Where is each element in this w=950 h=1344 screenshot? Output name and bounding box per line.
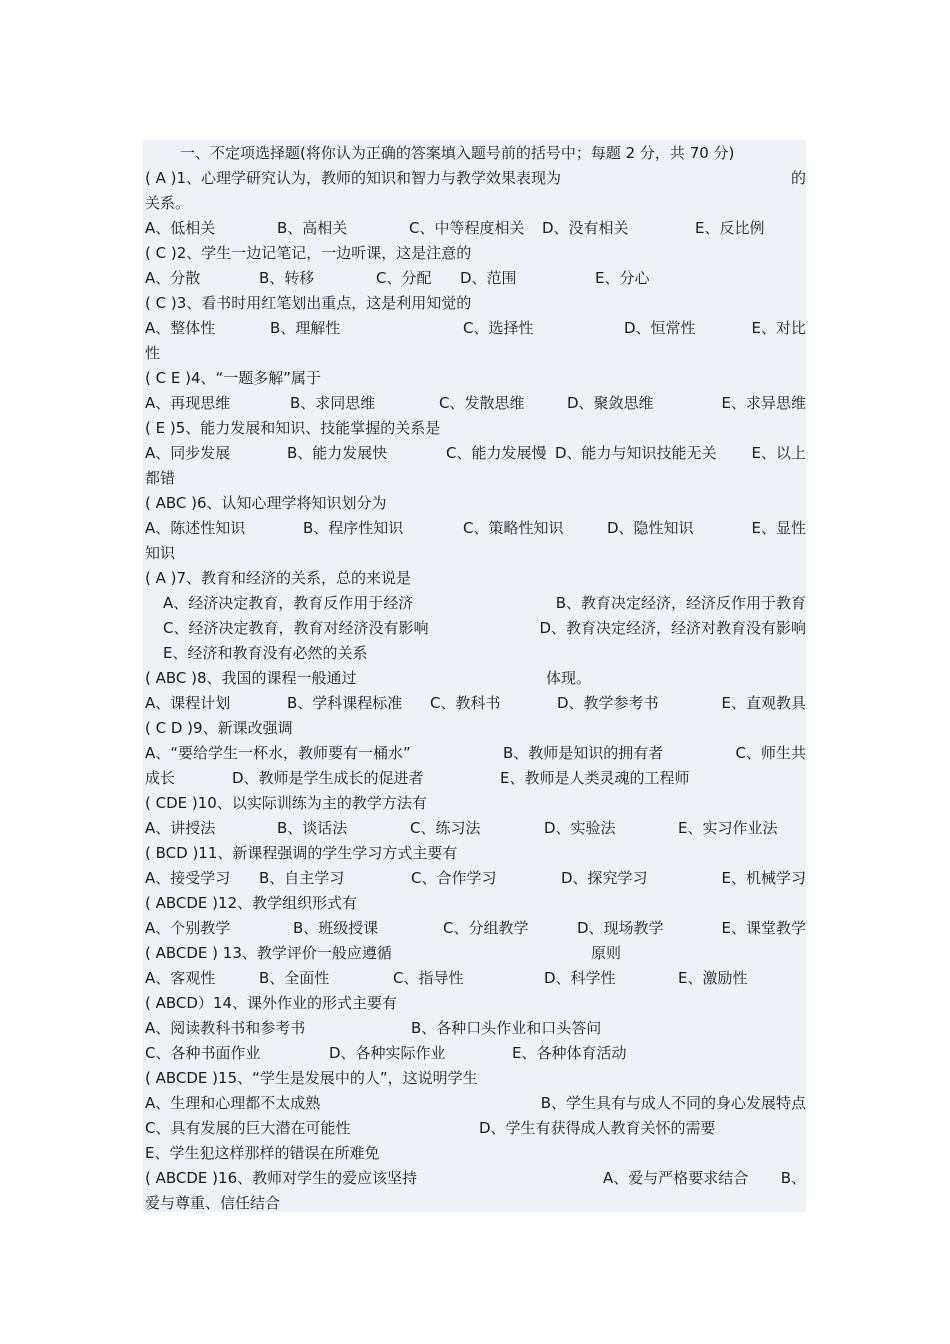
option-a: A、生理和心理都不太成熟 <box>145 1094 321 1112</box>
option-b: B、各种口头作业和口头答问 <box>411 1019 602 1037</box>
option-b: B、高相关 <box>277 219 348 237</box>
question-6-options <box>145 516 806 541</box>
question-7-options-cd <box>145 616 806 641</box>
option-a: A、陈述性知识 <box>145 519 246 537</box>
option-b: B、学科课程标准 <box>287 694 403 712</box>
question-1-options <box>145 216 806 241</box>
option-e: E、反比例 <box>695 219 765 237</box>
option-b: B、谈话法 <box>277 819 348 837</box>
question-9-options-de <box>145 766 806 791</box>
question-5-stem: ( E )5、能力发展和知识、技能掌握的关系是 <box>145 419 441 437</box>
question-4-stem: ( C E )4、“一题多解”属于 <box>145 369 322 387</box>
option-e: E、求异思维 <box>721 394 806 412</box>
option-e: E、激励性 <box>678 969 748 987</box>
option-d: D、没有相关 <box>542 219 629 237</box>
question-3-stem: ( C )3、看书时用红笔划出重点，这是利用知觉的 <box>145 294 472 312</box>
question-15-options-e <box>145 1141 806 1166</box>
question-3-options <box>145 316 806 341</box>
question-12-stem: ( ABCDE )12、教学组织形式有 <box>145 894 358 912</box>
option-a: A、阅读教科书和参考书 <box>145 1019 306 1037</box>
option-b: B、教师是知识的拥有者 <box>503 744 664 762</box>
question-5-options <box>145 441 806 466</box>
option-c: C、选择性 <box>463 319 534 337</box>
question-4-options <box>145 391 806 416</box>
option-d: D、能力与知识技能无关 <box>555 444 717 462</box>
option-c: C、练习法 <box>410 819 481 837</box>
option-d: D、各种实际作业 <box>329 1044 446 1062</box>
question-16-stem <box>145 1166 806 1191</box>
option-d: D、隐性知识 <box>607 519 694 537</box>
option-a: A、讲授法 <box>145 819 216 837</box>
option-d: D、现场教学 <box>577 919 664 937</box>
question-1-text: ( A )1、心理学研究认为，教师的知识和智力与教学效果表现为 <box>145 169 562 187</box>
option-b: B、转移 <box>259 269 315 287</box>
question-9-options-abc <box>145 741 806 766</box>
question-9-stem: ( C D )9、新课改强调 <box>145 719 293 737</box>
option-d: D、教学参考书 <box>557 694 659 712</box>
question-7-options-ab <box>145 591 806 616</box>
question-8-tail: 体现。 <box>546 669 592 687</box>
option-b: B、求同思维 <box>290 394 376 412</box>
option-c: C、教科书 <box>430 694 501 712</box>
question-3-continuation: 性 <box>145 344 161 362</box>
option-e: E、显性 <box>751 519 806 537</box>
option-d: D、教育决定经济，经济对教育没有影响 <box>539 619 806 637</box>
option-d: D、探究学习 <box>561 869 648 887</box>
question-13-text: ( ABCDE ) 13、教学评价一般应遵循 <box>145 944 392 962</box>
question-1-tail: 的 <box>790 169 806 187</box>
option-e: E、学生犯这样那样的错误在所难免 <box>145 1144 380 1162</box>
option-b: B、学生具有与成人不同的身心发展特点 <box>540 1094 806 1112</box>
option-c: C、分配 <box>376 269 432 287</box>
option-a: A、经济决定教育，教育反作用于经济 <box>163 594 414 612</box>
question-8-options <box>145 691 806 716</box>
option-c: C、分组教学 <box>443 919 529 937</box>
option-e: E、教师是人类灵魂的工程师 <box>500 769 690 787</box>
option-b: B、 <box>780 1169 806 1187</box>
option-c: C、师生共 <box>735 744 806 762</box>
question-15-stem: ( ABCDE )15、“学生是发展中的人”，这说明学生 <box>145 1069 478 1087</box>
option-d: D、实验法 <box>544 819 616 837</box>
option-c: C、中等程度相关 <box>409 219 525 237</box>
option-c: C、经济决定教育，教育对经济没有影响 <box>163 619 429 637</box>
question-8-text: ( ABC )8、我国的课程一般通过 <box>145 669 357 687</box>
option-c: C、发散思维 <box>439 394 525 412</box>
option-c: C、策略性知识 <box>463 519 564 537</box>
option-b: B、班级授课 <box>293 919 379 937</box>
option-b: B、教育决定经济，经济反作用于教育 <box>555 594 806 612</box>
question-2-stem: ( C )2、学生一边记笔记，一边听课，这是注意的 <box>145 244 472 262</box>
option-b: B、自主学习 <box>259 869 345 887</box>
option-b: B、理解性 <box>270 319 341 337</box>
option-a: A、再现思维 <box>145 394 231 412</box>
option-a: A、分散 <box>145 269 201 287</box>
question-15-options-cd <box>145 1116 806 1141</box>
question-10-stem: ( CDE )10、以实际训练为主的教学方法有 <box>145 794 427 812</box>
question-11-stem: ( BCD )11、新课程强调的学生学习方式主要有 <box>145 844 458 862</box>
question-10-options <box>145 816 806 841</box>
option-b: B、能力发展快 <box>287 444 388 462</box>
option-a: A、接受学习 <box>145 869 231 887</box>
question-5-continuation: 都错 <box>145 469 176 487</box>
question-13-options <box>145 966 806 991</box>
option-b: B、全面性 <box>259 969 330 987</box>
question-14-stem: ( ABCD）14、课外作业的形式主要有 <box>145 994 398 1012</box>
option-a: A、课程计划 <box>145 694 231 712</box>
option-b: B、程序性知识 <box>303 519 404 537</box>
option-e: E、机械学习 <box>721 869 806 887</box>
question-13-stem <box>145 941 806 966</box>
question-1-continuation: 关系。 <box>145 194 191 212</box>
question-6-continuation: 知识 <box>145 544 176 562</box>
option-c: C、指导性 <box>393 969 464 987</box>
question-6-stem: ( ABC )6、认知心理学将知识划分为 <box>145 494 387 512</box>
option-d: D、科学性 <box>544 969 616 987</box>
question-16-continuation: 爱与尊重、信任结合 <box>145 1194 281 1212</box>
option-d: D、教师是学生成长的促进者 <box>232 769 424 787</box>
option-c: C、具有发展的巨大潜在可能性 <box>145 1119 351 1137</box>
question-7-stem: ( A )7、教育和经济的关系，总的来说是 <box>145 569 412 587</box>
option-a: A、客观性 <box>145 969 216 987</box>
option-c: C、各种书面作业 <box>145 1044 261 1062</box>
option-a: A、“要给学生一杯水，教师要有一桶水” <box>145 744 411 762</box>
option-e: E、分心 <box>595 269 650 287</box>
option-c: C、合作学习 <box>411 869 497 887</box>
option-a: A、整体性 <box>145 319 216 337</box>
option-e: E、对比 <box>751 319 806 337</box>
option-e: E、课堂教学 <box>721 919 806 937</box>
section-title: 一、不定项选择题(将你认为正确的答案填入题号前的括号中；每题 2 分，共 70 分) <box>180 144 735 162</box>
option-e: E、各种体育活动 <box>512 1044 627 1062</box>
option-c: C、能力发展慢 <box>446 444 547 462</box>
option-d: D、范围 <box>460 269 517 287</box>
question-12-options <box>145 916 806 941</box>
question-13-tail: 原则 <box>591 944 622 962</box>
question-9-continuation: 成长 <box>145 769 176 787</box>
option-d: D、恒常性 <box>624 319 696 337</box>
question-7-options-e <box>145 641 806 666</box>
question-11-options <box>145 866 806 891</box>
option-a: A、个别教学 <box>145 919 231 937</box>
question-15-options-ab <box>145 1091 806 1116</box>
question-14-options-ab <box>145 1016 806 1041</box>
question-14-options-cde <box>145 1041 806 1066</box>
question-2-options <box>145 266 806 291</box>
option-d: D、聚敛思维 <box>567 394 654 412</box>
question-16-text: ( ABCDE )16、教师对学生的爱应该坚持 <box>145 1169 418 1187</box>
option-a: A、爱与严格要求结合 <box>603 1169 749 1187</box>
option-e: E、实习作业法 <box>678 819 778 837</box>
option-a: A、同步发展 <box>145 444 231 462</box>
option-a: A、低相关 <box>145 219 216 237</box>
option-e: E、直观教具 <box>721 694 806 712</box>
option-e: E、以上 <box>751 444 806 462</box>
question-8-stem <box>145 666 806 691</box>
question-1-stem <box>145 166 806 191</box>
option-d: D、学生有获得成人教育关怀的需要 <box>479 1119 716 1137</box>
option-e: E、经济和教育没有必然的关系 <box>163 644 368 662</box>
